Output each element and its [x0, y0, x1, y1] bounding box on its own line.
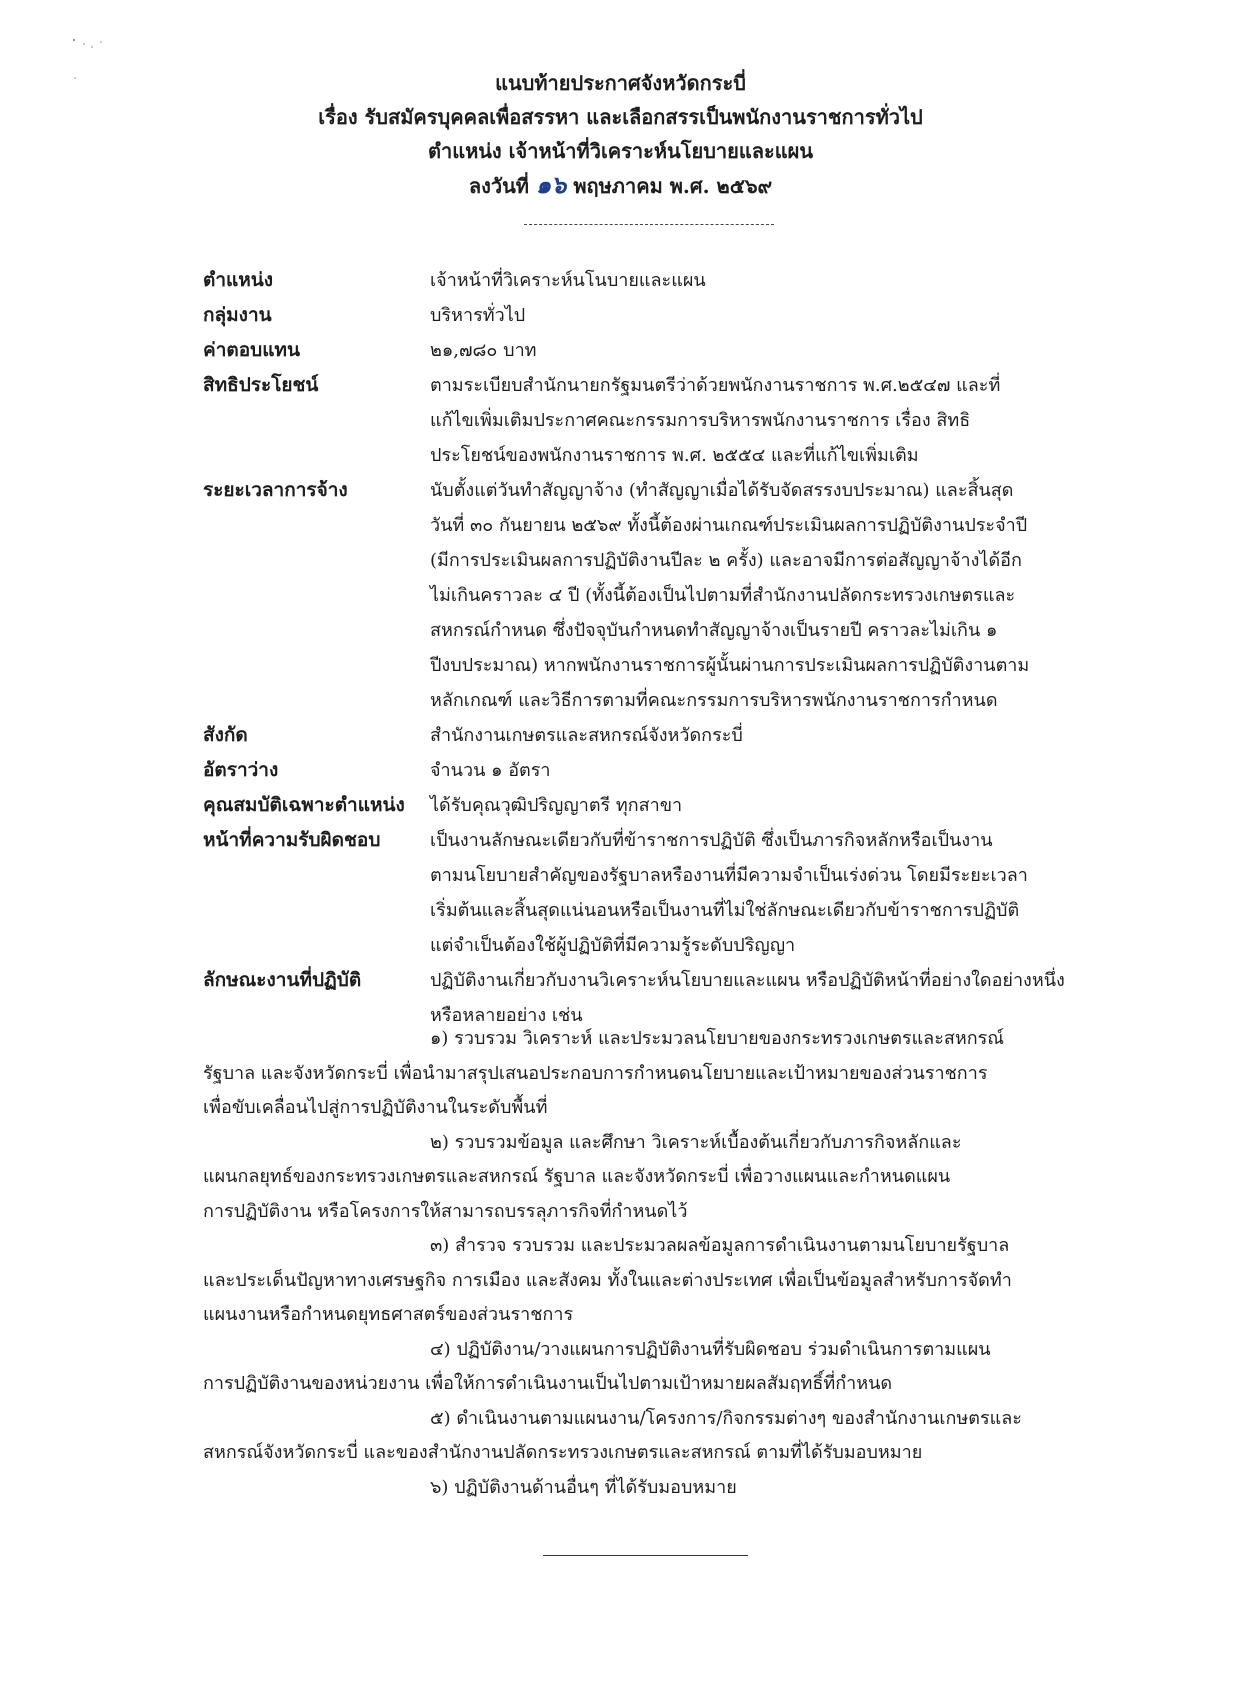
detail-row: [203, 753, 1093, 788]
detail-label: สังกัด: [203, 724, 248, 746]
handwritten-date-day: ๑๖: [535, 170, 567, 199]
duty-item: [203, 1402, 1093, 1471]
duty-item-line: การปฏิบัติงานของหน่วยงาน เพื่อให้การดำเนินงานเป็นไปตามเป้าหมายผลสัมฤทธิ์ที่กำหนด: [203, 1373, 893, 1394]
detail-value-line: สหกรณ์กำหนด ซึ่งปัจจุบันกำหนดทำสัญญาจ้างเป็นรายปี คราวละไม่เกิน ๑: [430, 620, 998, 641]
detail-label: ตำแหน่ง: [203, 269, 274, 291]
detail-value: [430, 718, 1093, 753]
details-table: [203, 263, 1093, 1033]
detail-value: [430, 823, 1093, 963]
date-rest: พฤษภาคม พ.ศ. ๒๕๖๙: [573, 174, 773, 198]
detail-label: กลุ่มงาน: [203, 304, 272, 326]
duty-item-line: รัฐบาล และจังหวัดกระบี่ เพื่อนำมาสรุปเสนอประกอบการกำหนดนโยบายและเป้าหมายของส่วนราชการ: [203, 1062, 988, 1084]
detail-value-line: (มีการประเมินผลการปฏิบัติงานปีละ ๒ ครั้ง) และอาจมีการต่อสัญญาจ้างได้อีก: [430, 550, 1022, 571]
detail-value-line: ได้รับคุณวุฒิปริญญาตรี ทุกสาขา: [430, 795, 683, 816]
detail-value: [430, 263, 1093, 298]
duty-item: [203, 1229, 1093, 1333]
duty-item-first-line: ๖) ปฏิบัติงานด้านอื่นๆ ที่ได้รับมอบหมาย: [430, 1476, 737, 1498]
date-prefix: ลงวันที่: [468, 174, 529, 198]
detail-value-line: นับตั้งแต่วันทำสัญญาจ้าง (ทำสัญญาเมื่อได้รับจัดสรรงบประมาณ) และสิ้นสุด: [430, 480, 1014, 501]
detail-value-line: วันที่ ๓๐ กันยายน ๒๕๖๙ ทั้งนี้ต้องผ่านเกณฑ์ประเมินผลการปฏิบัติงานประจำปี: [430, 515, 1028, 536]
detail-value: [430, 753, 1093, 788]
detail-value-line: ปีงบประมาณ) หากพนักงานราชการผู้นั้นผ่านการประเมินผลการปฏิบัติงานตาม: [430, 655, 1030, 676]
detail-value: [430, 298, 1093, 333]
header-divider: [524, 224, 774, 225]
detail-value-line: เริ่มต้นและสิ้นสุดแน่นอนหรือเป็นงานที่ไม่ใช่ลักษณะเดียวกับข้าราชการปฏิบัติ: [430, 900, 1020, 921]
end-divider: [543, 1555, 748, 1556]
detail-value-line: ไม่เกินคราวละ ๔ ปี (ทั้งนี้ต้องเป็นไปตามที่สำนักงานปลัดกระทรวงเกษตรและ: [430, 585, 1016, 606]
detail-value: [430, 788, 1093, 823]
duty-item: [203, 1471, 1093, 1506]
duty-item-first-line: ๒) รวบรวมข้อมูล และศึกษา วิเคราะห์เบื้องต้นเกี่ยวกับภารกิจหลักและ: [430, 1131, 962, 1153]
detail-value-line: ปฏิบัติงานเกี่ยวกับงานวิเคราะห์นโยบายและแผน หรือปฏิบัติหน้าที่อย่างใดอย่างหนึ่ง: [430, 970, 1065, 991]
detail-row: [203, 473, 1093, 718]
duty-item-line: เพื่อขับเคลื่อนไปสู่การปฏิบัติงานในระดับพื้นที่: [203, 1097, 548, 1118]
detail-value-line: ประโยชน์ของพนักงานราชการ พ.ศ. ๒๕๕๔ และที่แก้ไขเพิ่มเติม: [430, 445, 919, 466]
detail-value-line: สำนักงานเกษตรและสหกรณ์จังหวัดกระบี่: [430, 725, 743, 746]
detail-value-line: จำนวน ๑ อัตรา: [430, 760, 551, 781]
detail-label: สิทธิประโยชน์: [203, 374, 319, 396]
detail-value-line: แก้ไขเพิ่มเติมประกาศคณะกรรมการบริหารพนักงานราชการ เรื่อง สิทธิ: [430, 410, 971, 431]
duty-item-line: การปฏิบัติงาน หรือโครงการให้สามารถบรรลุภารกิจที่กำหนดไว้: [203, 1200, 688, 1222]
duty-item-line: สหกรณ์จังหวัดกระบี่ และของสำนักงานปลัดกระทรวงเกษตรและสหกรณ์ ตามที่ได้รับมอบหมาย: [203, 1442, 923, 1463]
detail-value-line: ตามระเบียบสำนักนายกรัฐมนตรีว่าด้วยพนักงานราชการ พ.ศ.๒๕๔๗ และที่: [430, 375, 1001, 396]
detail-row: [203, 368, 1093, 473]
detail-value: [430, 333, 1093, 368]
detail-value: [430, 473, 1093, 718]
detail-row: [203, 788, 1093, 823]
detail-value-line: เจ้าหน้าที่วิเคราะห์นโนบายและแผน: [430, 270, 706, 291]
detail-label: ลักษณะงานที่ปฏิบัติ: [203, 969, 362, 991]
header-line-2: เรื่อง รับสมัครบุคคลเพื่อสรรหา และเลือกสรรเป็นพนักงานราชการทั่วไป: [318, 105, 923, 129]
detail-value-line: แต่จำเป็นต้องใช้ผู้ปฏิบัติที่มีความรู้ระดับปริญญา: [430, 935, 796, 956]
header-line-3: ตำแหน่ง เจ้าหน้าที่วิเคราะห์นโยบายและแผน: [427, 139, 814, 163]
detail-label: ค่าตอบแทน: [203, 339, 300, 361]
duty-item: [203, 1126, 1093, 1230]
detail-row: [203, 298, 1093, 333]
detail-row: [203, 333, 1093, 368]
header-line-1: แนบท้ายประกาศจังหวัดกระบี่: [495, 71, 746, 95]
detail-value-line: ๒๑,๗๘๐ บาท: [430, 340, 537, 361]
duty-item-first-line: ๑) รวบรวม วิเคราะห์ และประมวลนโยบายของกระทรวงเกษตรและสหกรณ์: [430, 1028, 1004, 1049]
detail-label: คุณสมบัติเฉพาะตำแหน่ง: [203, 794, 405, 816]
duty-item-first-line: ๕) ดำเนินงานตามแผนงาน/โครงการ/กิจกรรมต่างๆ ของสำนักงานเกษตรและ: [430, 1407, 1022, 1429]
header-date-line: [0, 168, 1241, 202]
detail-label: อัตราว่าง: [203, 759, 279, 781]
detail-value-line: บริหารทั่วไป: [430, 305, 526, 326]
detail-row: [203, 718, 1093, 753]
detail-row: [203, 263, 1093, 298]
duty-item-first-line: ๔) ปฏิบัติงาน/วางแผนการปฏิบัติงานที่รับผิดชอบ ร่วมดำเนินการตามแผน: [430, 1338, 991, 1360]
duty-item-line: และประเด็นปัญหาทางเศรษฐกิจ การเมือง และสังคม ทั้งในและต่างประเทศ เพื่อเป็นข้อมูลสำหรับการจัดทำ: [203, 1269, 1012, 1291]
detail-value-line: หลักเกณฑ์ และวิธีการตามที่คณะกรรมการบริหารพนักงานราชการกำหนด: [430, 690, 998, 711]
detail-value-line: เป็นงานลักษณะเดียวกับที่ข้าราชการปฏิบัติ ซึ่งเป็นภารกิจหลักหรือเป็นงาน: [430, 830, 993, 851]
duty-item-line: แผนกลยุทธ์ของกระทรวงเกษตรและสหกรณ์ รัฐบาล และจังหวัดกระบี่ เพื่อวางแผนและกำหนดแผน: [203, 1166, 951, 1187]
duties-list: [203, 1022, 1093, 1505]
detail-value-line: หรือหลายอย่าง เช่น: [430, 1005, 583, 1026]
detail-label: หน้าที่ความรับผิดชอบ: [203, 829, 381, 851]
duty-item: [203, 1333, 1093, 1402]
detail-row: [203, 823, 1093, 963]
duty-item-first-line: ๓) สำรวจ รวบรวม และประมวลผลข้อมูลการดำเนินงานตามนโยบายรัฐบาล: [430, 1235, 1010, 1256]
detail-label: ระยะเวลาการจ้าง: [203, 479, 348, 501]
duty-item-line: แผนงานหรือกำหนดยุทธศาสตร์ของส่วนราชการ: [203, 1304, 574, 1325]
document-header: [0, 66, 1241, 202]
duty-item: [203, 1022, 1093, 1126]
detail-value-line: ตามนโยบายสำคัญของรัฐบาลหรืองานที่มีความจำเป็นเร่งด่วน โดยมีระยะเวลา: [430, 865, 1028, 886]
detail-value: [430, 368, 1093, 473]
